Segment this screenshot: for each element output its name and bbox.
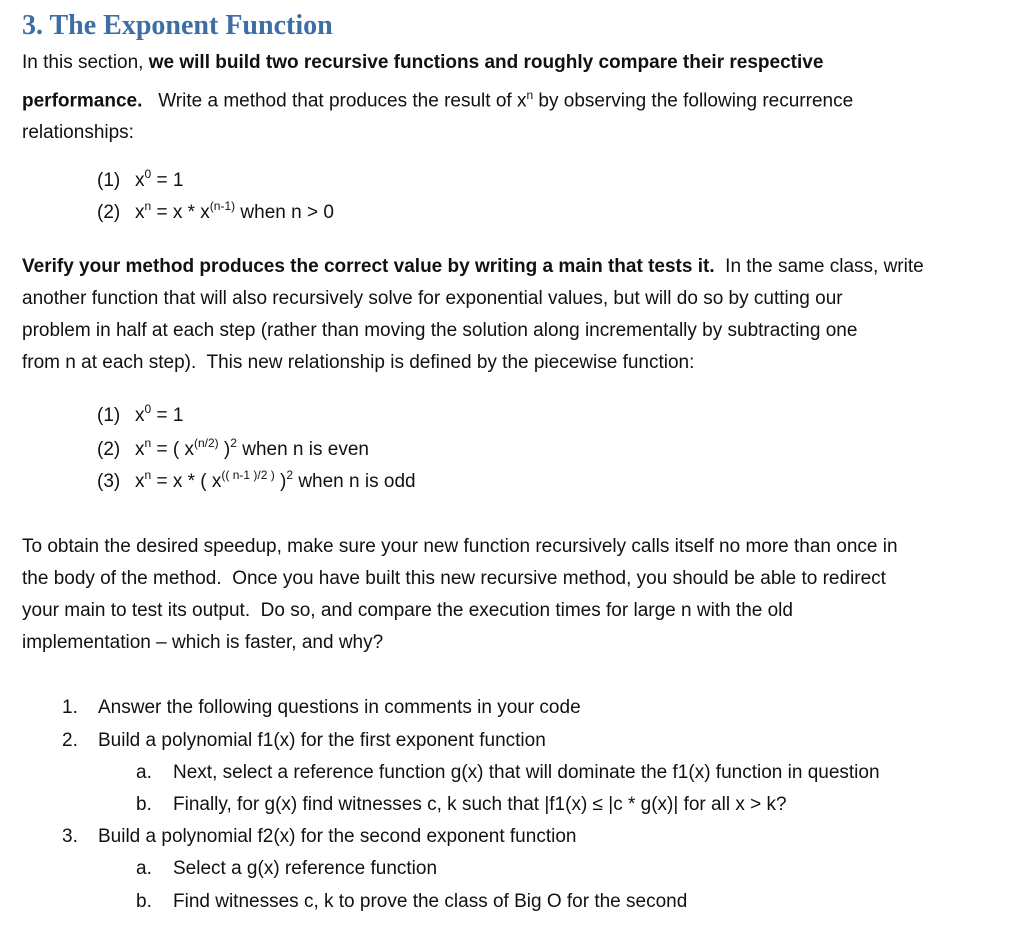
equation-base: x <box>135 202 145 223</box>
list-text: Select a g(x) reference function <box>173 858 438 879</box>
speedup-line-3: your main to test its output. Do so, and compare the execution times for large n with the old <box>22 600 793 621</box>
speedup-line-4: implementation – which is faster, and why? <box>22 632 384 653</box>
equation-middle: = ( x <box>151 439 194 460</box>
verify-line-2: another function that will also recursively solve for exponential values, but will do so by cutting our <box>22 288 843 309</box>
speedup-line-2: the body of the method. Once you have built this new recursive method, you should be able to redirect <box>22 568 886 589</box>
list-marker: b. <box>136 891 152 912</box>
equation-superscript: 0 <box>144 166 152 181</box>
speedup-line-1: To obtain the desired speedup, make sure your new function recursively calls itself no more than once in <box>22 536 898 557</box>
intro-superscript: n <box>526 88 534 102</box>
equation-rest: = 1 <box>151 170 184 191</box>
intro-text-2a: Write a method that produces the result of x <box>142 90 527 112</box>
verify-bold-text: Verify your method produces the correct value by writing a main that tests it. <box>22 256 715 277</box>
equation-rest: when n > 0 <box>235 202 334 223</box>
verify-text: In the same class, write <box>714 256 924 277</box>
list-marker: 1. <box>62 697 78 718</box>
intro-bold-text: we will build two recursive functions and roughly compare their respective <box>148 52 824 73</box>
verify-line-3: problem in half at each step (rather than moving the solution along incrementally by subtracting one <box>22 320 858 341</box>
equation-rest: = 1 <box>151 405 184 426</box>
equation-number: (2) <box>97 202 121 223</box>
equation-superscript: n <box>144 467 152 482</box>
list-marker: b. <box>136 794 152 815</box>
equation-rest: when n is odd <box>293 471 416 492</box>
piecewise-3 <box>97 466 416 498</box>
equation-number: (1) <box>97 170 121 191</box>
equation-superscript: 0 <box>144 401 152 416</box>
equation-middle: = x * x <box>151 202 210 223</box>
equation-base: x <box>135 170 145 191</box>
recurrence-2 <box>97 197 334 229</box>
intro-text: In this section, <box>22 52 149 73</box>
list-text: Finally, for g(x) find witnesses c, k such that |f1(x) ≤ |c * g(x)| for all x > k? <box>173 794 787 815</box>
list-marker: a. <box>136 858 152 879</box>
equation-superscript-2: (( n-1 )/2 ) <box>221 467 275 482</box>
equation-superscript-3: 2 <box>286 467 294 482</box>
equation-superscript: n <box>144 435 152 450</box>
list-marker: 2. <box>62 730 78 751</box>
list-text: Find witnesses c, k to prove the class of Big O for the second <box>173 891 688 912</box>
section-title: 3. The Exponent Function <box>22 10 333 41</box>
equation-base: x <box>135 471 145 492</box>
equation-number: (2) <box>97 439 121 460</box>
list-marker: 3. <box>62 826 78 847</box>
list-text: Next, select a reference function g(x) that will dominate the f1(x) function in question <box>173 762 880 783</box>
list-text: Build a polynomial f2(x) for the second exponent function <box>98 826 577 847</box>
intro-line-3: relationships: <box>22 122 134 144</box>
list-marker: a. <box>136 762 152 783</box>
speedup-paragraph <box>22 531 1012 659</box>
piecewise-1 <box>97 400 183 432</box>
list-text: Answer the following questions in comments in your code <box>98 697 581 718</box>
equation-base: x <box>135 405 145 426</box>
equation-superscript-2: (n/2) <box>193 435 219 450</box>
equation-middle-2: ) <box>218 439 231 460</box>
intro-line-1 <box>22 47 1012 79</box>
equation-middle: = x * ( x <box>151 471 222 492</box>
recurrence-1 <box>97 165 183 197</box>
equation-superscript-3: 2 <box>230 435 237 450</box>
intro-paragraph <box>22 47 1012 149</box>
verify-line-4: from n at each step). This new relationship is defined by the piecewise function: <box>22 352 695 373</box>
equation-superscript-2: (n-1) <box>209 198 236 213</box>
equation-superscript: n <box>144 198 152 213</box>
piecewise-2 <box>97 434 369 466</box>
equation-middle-2: ) <box>274 471 287 492</box>
intro-text-2b: by observing the following recurrence <box>533 90 854 112</box>
verify-line-1 <box>22 251 1012 283</box>
intro-line-2 <box>22 79 1012 117</box>
verify-paragraph <box>22 251 1012 379</box>
list-text: Build a polynomial f1(x) for the first exponent function <box>98 730 546 751</box>
equation-number: (3) <box>97 471 121 492</box>
equation-number: (1) <box>97 405 121 426</box>
equation-rest: when n is even <box>236 439 369 460</box>
equation-base: x <box>135 439 145 460</box>
intro-bold-performance: performance. <box>22 90 143 112</box>
